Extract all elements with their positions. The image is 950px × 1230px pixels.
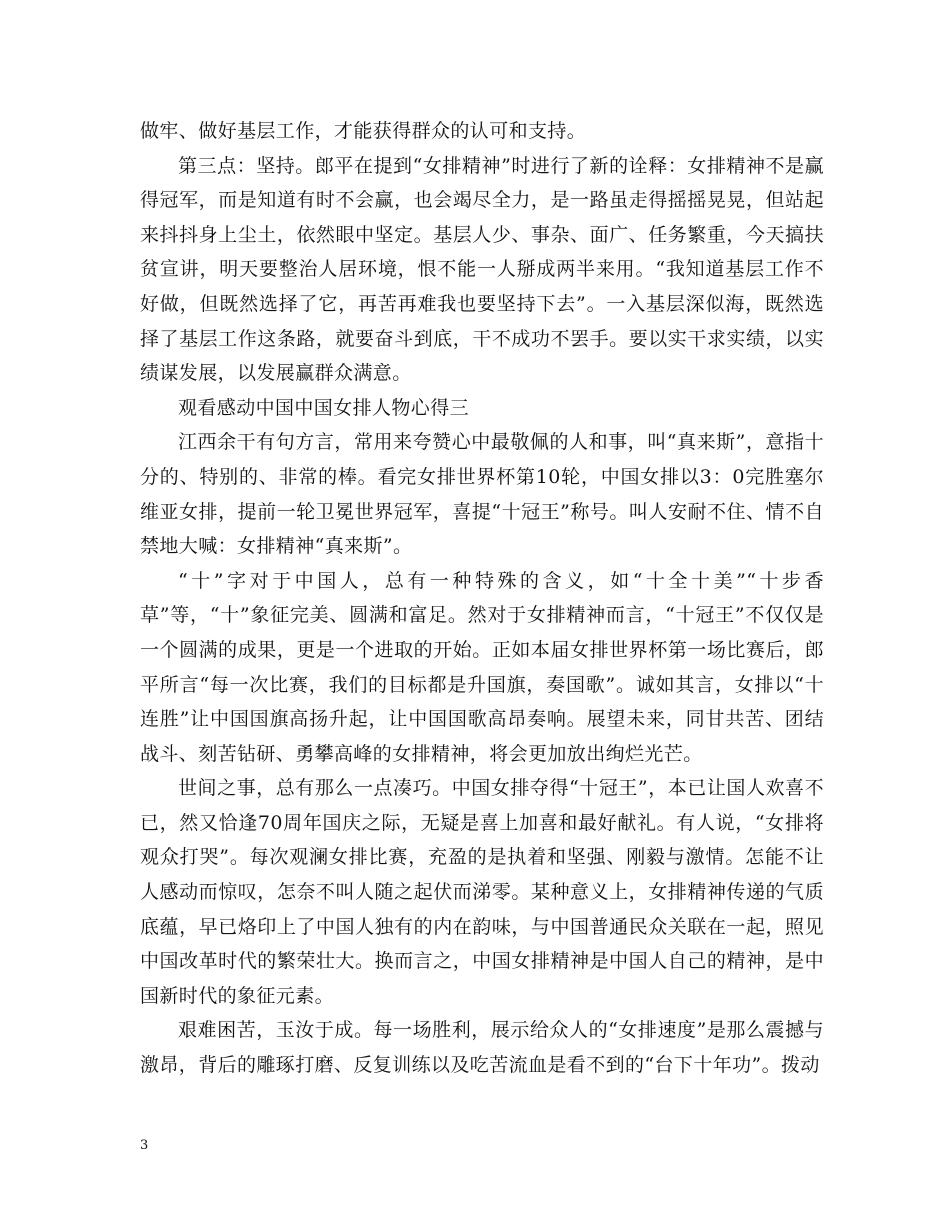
section-heading: 观看感动中国中国女排人物心得三	[178, 396, 470, 419]
paragraph-coincidence: 世间之事，总有那么一点凑巧。中国女排夺得“十冠王”，本已让国人欢喜不已，然又恰逢70周年国庆之际，无疑是喜上加喜和最好献礼。有人说，“女排将观众打哭”。每次观澜女排比赛，充盈的是执着和坚强、刚毅与激情。怎能不让人感动而惊叹，怎奈不叫人随之起伏而涕零。某种意义上，女排精神传递的气质底蕴，早已烙印上了中国人独有的内在韵味，与中国普通民众关联在一起，照见中国改革时代的繁荣壮大。换而言之，中国女排精神是中国人自己的精神，是中国新时代的象征元素。	[140, 777, 824, 1007]
paragraph-ten-meaning: “十”字对于中国人，总有一种特殊的含义，如“十全十美”“十步香草”等，“十”象征完美、圆满和富足。然对于女排精神而言，“十冠王”不仅仅是一个圆满的成果，更是一个进取的开始。正如本届女排世界杯第一场比赛后，郎平所言“每一次比赛，我们的目标都是升国旗，奏国歌”。诚如其言，女排以“十连胜”让中国国旗高扬升起，让中国国歌高昂奏响。展望未来，同甘共苦、团结战斗、刻苦钻研、勇攀高峰的女排精神，将会更加放出绚烂光芒。	[140, 569, 824, 765]
page-number: 3	[140, 1138, 149, 1153]
paragraph-hardship: 艰难困苦，玉汝于成。每一场胜利，展示给众人的“女排速度”是那么震撼与激昂，背后的雕琢打磨、反复训练以及吃苦流血是看不到的“台下十年功”。拨动	[140, 1019, 824, 1077]
paragraph-zhenlaisi: 江西余干有句方言，常用来夸赞心中最敬佩的人和事，叫“真来斯”，意指十分的、特别的、非常的棒。看完女排世界杯第10轮，中国女排以3：0完胜塞尔维亚女排，提前一轮卫冕世界冠军，喜提“十冠王”称号。叫人安耐不住、情不自禁地大喊：女排精神“真来斯”。	[140, 431, 824, 558]
paragraph-third-point: 第三点：坚持。郎平在提到“女排精神”时进行了新的诠释：女排精神不是赢得冠军，而是知道有时不会赢，也会竭尽全力，是一路虽走得摇摇晃晃，但站起来抖抖身上尘土，依然眼中坚定。基层人少、事杂、面广、任务繁重，今天搞扶贫宣讲，明天要整治人居环境，恨不能一人掰成两半来用。“我知道基层工作不好做，但既然选择了它，再苦再难我也要坚持下去”。一入基层深似海，既然选择了基层工作这条路，就要奋斗到底，干不成功不罢手。要以实干求实绩，以实绩谋发展，以发展赢群众满意。	[140, 154, 824, 385]
paragraph-continuation: 做牢、做好基层工作，才能获得群众的认可和支持。	[140, 120, 587, 142]
document-body	[140, 114, 824, 1083]
